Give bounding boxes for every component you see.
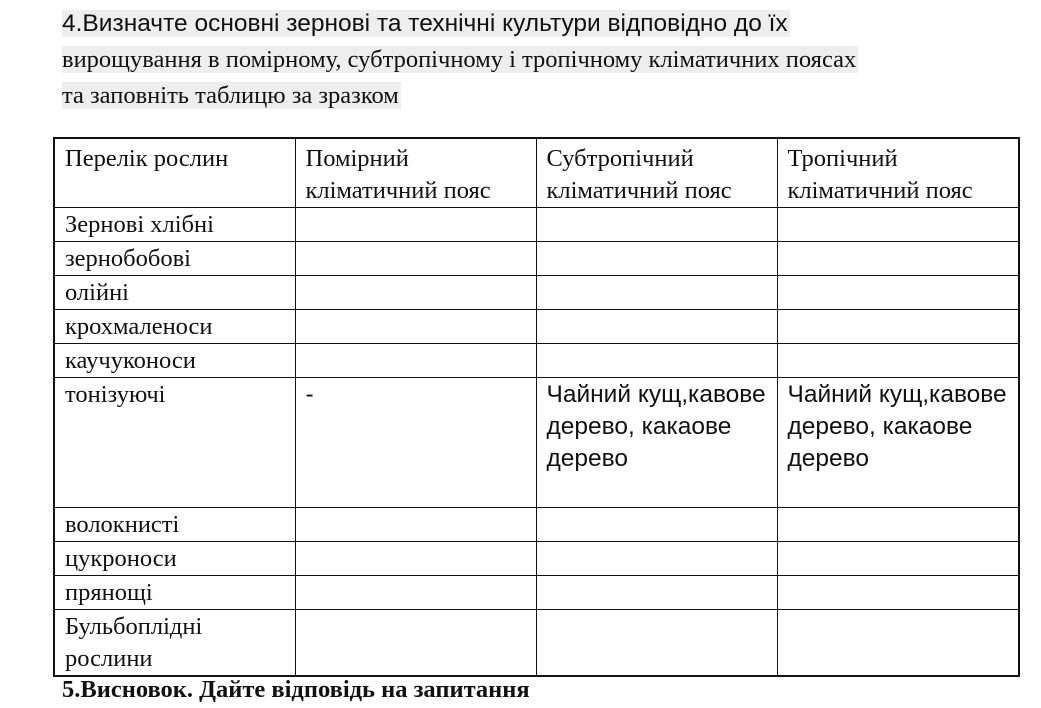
subtropical-cell: Чайний кущ,кавове дерево, какаове дерево [536,378,777,508]
row-name-cell: тонізуючі [54,378,295,508]
table-row [54,242,1019,276]
tropical-cell [777,542,1019,576]
subtropical-cell [536,610,777,677]
row-name-cell: прянощі [54,576,295,610]
temperate-cell [295,344,536,378]
tropical-cell [777,508,1019,542]
subtropical-cell [536,576,777,610]
row-name-cell: зернобобові [54,242,295,276]
table-row [54,378,1019,508]
task-heading-line-2: вирощування в помірному, субтропічному і тропічному кліматичних поясах [62,46,857,73]
table-row [54,276,1019,310]
subtropical-cell [536,310,777,344]
table-row [54,310,1019,344]
temperate-cell [295,242,536,276]
header-temperate-zone: Помірний кліматичний пояс [295,138,536,208]
table-row [54,508,1019,542]
tropical-cell [777,276,1019,310]
temperate-cell: - [295,378,536,508]
tropical-cell [777,344,1019,378]
tropical-cell [777,576,1019,610]
temperate-cell [295,610,536,677]
table-row [54,576,1019,610]
temperate-cell [295,310,536,344]
temperate-cell [295,542,536,576]
tropical-cell [777,310,1019,344]
next-section-heading: 5.Висновок. Дайте відповідь на запитання [62,676,530,703]
temperate-cell [295,276,536,310]
row-name-cell: олійні [54,276,295,310]
row-name-cell: каучуконоси [54,344,295,378]
subtropical-cell [536,208,777,242]
subtropical-cell [536,344,777,378]
row-name-cell: крохмаленоси [54,310,295,344]
temperate-cell [295,508,536,542]
table-row [54,610,1019,677]
row-name-cell: цукроноси [54,542,295,576]
tropical-cell [777,610,1019,677]
tropical-cell [777,242,1019,276]
header-tropical-zone: Тропічний кліматичний пояс [777,138,1019,208]
table-row [54,542,1019,576]
table-header-row [54,138,1019,208]
subtropical-cell [536,508,777,542]
table-row [54,344,1019,378]
table-row [54,208,1019,242]
row-name-cell: Бульбоплідні рослини [54,610,295,677]
task-heading-line-1: 4.Визначте основні зернові та технічні культури відповідно до їх [62,10,788,37]
header-subtropical-zone: Субтропічний кліматичний пояс [536,138,777,208]
subtropical-cell [536,276,777,310]
crops-table [53,137,1020,677]
tropical-cell [777,208,1019,242]
row-name-cell: волокнисті [54,508,295,542]
subtropical-cell [536,542,777,576]
task-heading [62,6,992,114]
task-heading-line-3: та заповніть таблицю за зразком [62,82,399,109]
subtropical-cell [536,242,777,276]
tropical-cell: Чайний кущ,кавове дерево, какаове дерево [777,378,1019,508]
header-plant-list: Перелік рослин [54,138,295,208]
temperate-cell [295,208,536,242]
temperate-cell [295,576,536,610]
row-name-cell: Зернові хлібні [54,208,295,242]
